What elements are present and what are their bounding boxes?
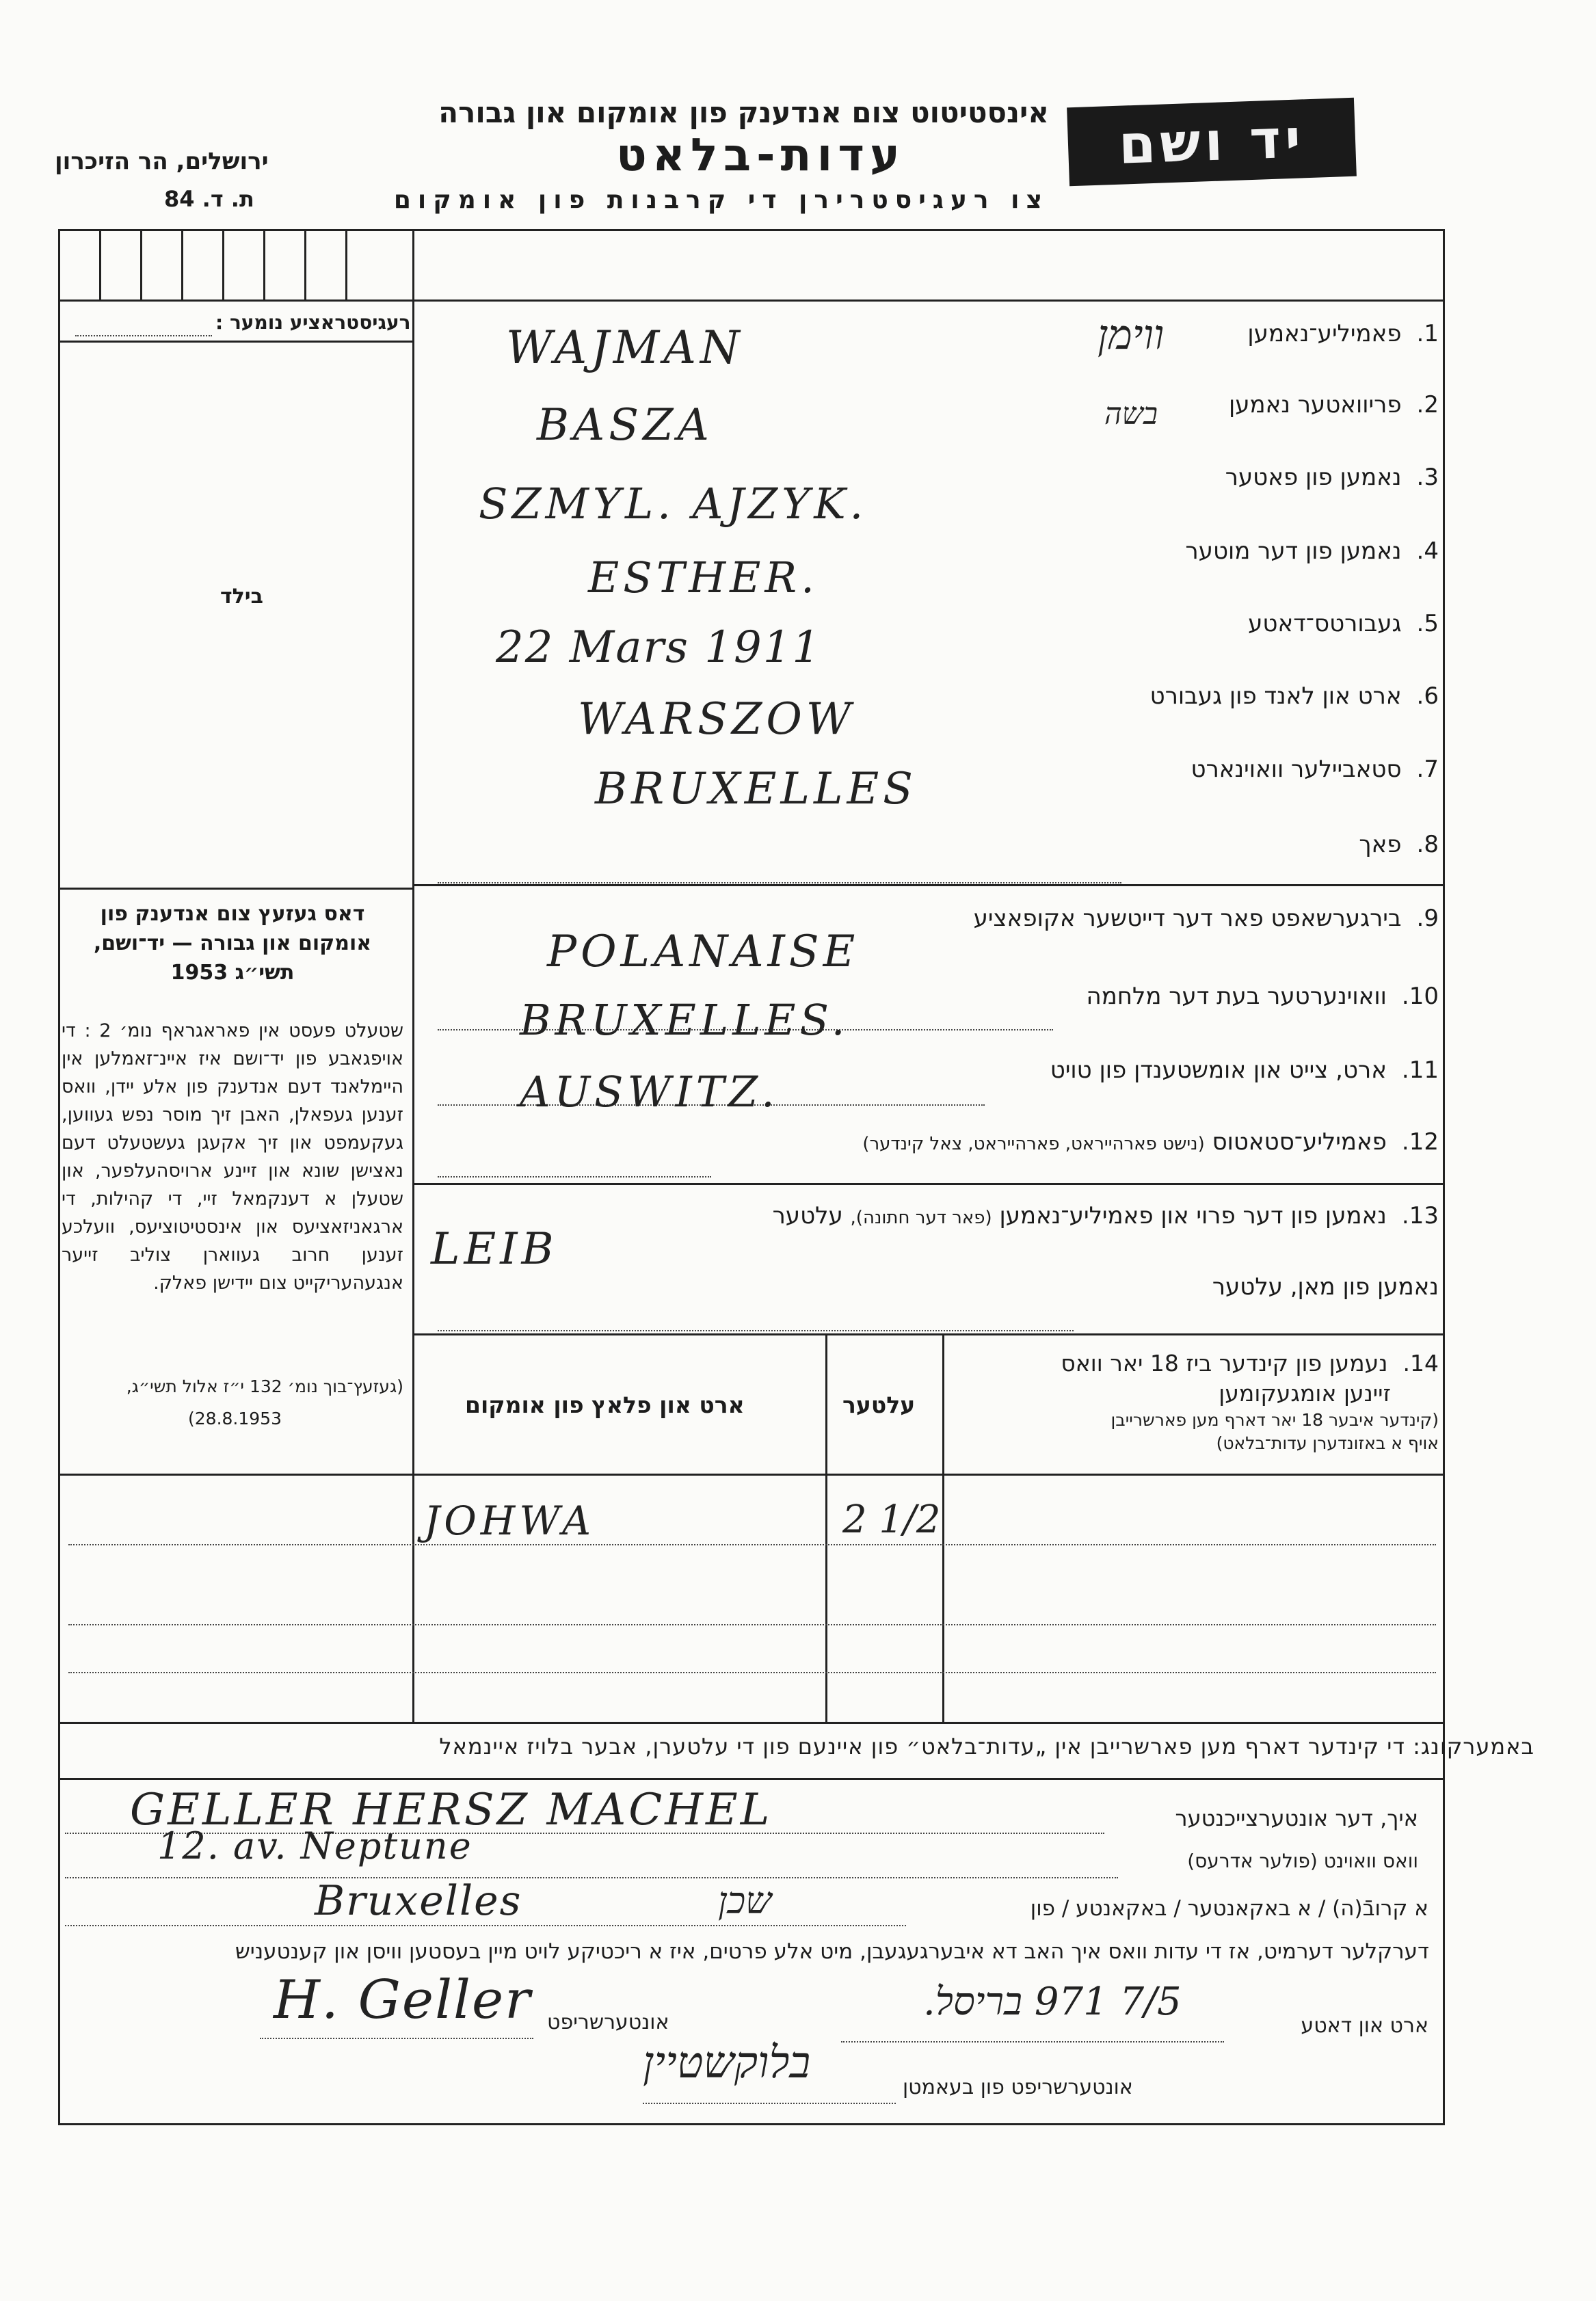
field-11-value[interactable]: AUSWITZ. bbox=[520, 1067, 779, 1117]
field-7-value[interactable]: BRUXELLES bbox=[595, 764, 917, 814]
children-note-line1: (קינדער איבער 18 יאר דארף מען פארשרייבן bbox=[1110, 1410, 1439, 1430]
field-label-text: פאמיליע־סטאטוס bbox=[1212, 1128, 1387, 1156]
field-9-label bbox=[974, 905, 1439, 932]
frame-left bbox=[58, 229, 60, 2123]
field-line bbox=[438, 1330, 1074, 1331]
address-line1[interactable]: 12. av. Neptune bbox=[157, 1824, 473, 1867]
field-label-text: פאמיליע־נאמען bbox=[1247, 320, 1402, 347]
field-2-value[interactable]: BASZA bbox=[537, 400, 713, 451]
law-date: (28.8.1953 bbox=[188, 1409, 282, 1428]
field-12-label bbox=[862, 1128, 1439, 1156]
child-1-age[interactable]: 2 1/2 bbox=[842, 1498, 941, 1542]
address-line2[interactable]: Bruxelles bbox=[315, 1877, 522, 1925]
yad-vashem-logo bbox=[1067, 98, 1357, 187]
field-7-label bbox=[1191, 756, 1439, 783]
place-date-value[interactable]: 7/5 971 בריסל. bbox=[923, 1980, 1182, 2024]
reg-box bbox=[140, 229, 142, 301]
field-10-label bbox=[1087, 983, 1439, 1010]
signature-label: אונטערשריפט bbox=[547, 2010, 669, 2034]
field-number: 5. bbox=[1416, 610, 1439, 637]
remark-text: באמערקונג: די קינדער דארף מען פארשרייבן אין „עדות־בלאט״ פון איינעם פון די עלטערן, אבער בלויז איינמאל bbox=[439, 1733, 1534, 1759]
place-date-label: ארט און דאטע bbox=[1301, 2014, 1428, 2038]
logo-text: יד ושם bbox=[1117, 107, 1306, 176]
children-col-age: עלטער bbox=[842, 1392, 916, 1418]
field-5-value[interactable]: 22 Mars 1911 bbox=[496, 622, 822, 673]
field-13-value[interactable]: LEIB bbox=[431, 1224, 558, 1275]
law-heading: דאס געזעץ צום אנדענק פון אומקום און גבורה — יד־ושם, תשי״ג 1953 bbox=[93, 902, 372, 985]
reg-box bbox=[263, 229, 265, 301]
reg-box bbox=[181, 229, 183, 301]
field-5-label bbox=[1248, 610, 1439, 637]
sidebar-divider bbox=[412, 229, 414, 1723]
reg-box bbox=[222, 229, 224, 301]
field-label-text: נאמען פון מאן, עלטער bbox=[1212, 1273, 1439, 1301]
field-8-label bbox=[1359, 831, 1439, 858]
field-9-value[interactable]: POLANAISE bbox=[547, 927, 860, 977]
registration-dots bbox=[75, 335, 212, 336]
field-number: 12. bbox=[1401, 1128, 1439, 1156]
field-number: 7. bbox=[1416, 756, 1439, 783]
field-number: 2. bbox=[1416, 391, 1439, 418]
registration-underline bbox=[58, 341, 414, 343]
header-po-box: ת. ד. 84 bbox=[164, 186, 254, 212]
children-label bbox=[960, 1348, 1439, 1455]
address-line bbox=[65, 1877, 1118, 1878]
photo-label: בילד bbox=[220, 585, 263, 609]
relation-line bbox=[65, 1925, 906, 1926]
place-date-line bbox=[841, 2041, 1224, 2043]
children-number: 14. bbox=[1402, 1350, 1439, 1376]
children-row-line bbox=[68, 1672, 1436, 1673]
children-col-place: ארט און פלאץ פון אומקום bbox=[465, 1392, 745, 1418]
relation-label: א קרובֿ(ה) / א באקאנטער / באקאנטע / פון bbox=[1030, 1896, 1428, 1921]
page-title: עדות-בלאט bbox=[616, 129, 905, 181]
field-13b-label bbox=[1212, 1273, 1439, 1301]
field-number: 6. bbox=[1416, 682, 1439, 710]
children-label-line2: זיינען אומגעקומען bbox=[1219, 1380, 1391, 1407]
child-1-place[interactable]: JOHWA bbox=[424, 1498, 595, 1544]
field-3-value[interactable]: SZMYL. AJZYK. bbox=[479, 479, 868, 529]
frame-top bbox=[58, 229, 1445, 231]
field-label-text: סטאביילער וואוינארט bbox=[1191, 756, 1402, 783]
field-note: (נישט פארהייראט, פארהייראט, צאל קינדער) bbox=[862, 1134, 1205, 1154]
signature[interactable]: H. Geller bbox=[274, 1969, 532, 2031]
row-separator bbox=[412, 884, 1444, 886]
field-6-label bbox=[1150, 682, 1439, 710]
signature-line bbox=[260, 2038, 533, 2039]
reg-box bbox=[99, 229, 101, 301]
field-13-label bbox=[773, 1202, 1439, 1229]
reg-box-bottom bbox=[58, 300, 414, 302]
header-location: ירושלים, הר הזיכרון bbox=[55, 148, 269, 175]
row-separator bbox=[412, 1183, 1444, 1185]
field-label-text: נאמען פון פאטער bbox=[1225, 464, 1402, 491]
field-2-value-hebrew[interactable]: בשה bbox=[1104, 397, 1158, 431]
reg-box bbox=[345, 229, 347, 301]
field-label-text: ארט און לאנד פון געבורט bbox=[1149, 682, 1402, 710]
children-col-age-right bbox=[942, 1333, 944, 1723]
children-table-bottom bbox=[58, 1722, 1445, 1724]
page-subtitle: צו רעגיסטרירן די קרבנות פון אומקום bbox=[393, 186, 1049, 214]
field-label-text: פריוואטער נאמען bbox=[1228, 391, 1402, 418]
field-4-label bbox=[1185, 537, 1439, 565]
field-number: 8. bbox=[1416, 831, 1439, 858]
field-number: 11. bbox=[1401, 1056, 1439, 1084]
children-note-line2: אויף א באזונדערן עדות־בלאט) bbox=[1216, 1433, 1439, 1453]
field-number: 1. bbox=[1416, 320, 1439, 347]
field-1-value[interactable]: WAJMAN bbox=[506, 321, 744, 374]
relation-value[interactable]: שכן bbox=[718, 1879, 772, 1922]
field-label-text: געבורטס־דאטע bbox=[1248, 610, 1402, 637]
signer-label: איך, דער אונטערצייכנטער bbox=[1175, 1805, 1418, 1831]
signer-value[interactable]: GELLER HERSZ MACHEL bbox=[130, 1785, 773, 1835]
row-separator bbox=[412, 1333, 1444, 1335]
field-11-label bbox=[1050, 1056, 1439, 1084]
reg-box bbox=[304, 229, 306, 301]
header-row-bottom bbox=[412, 300, 1444, 302]
field-2-label bbox=[1229, 391, 1439, 418]
children-col-age-left bbox=[825, 1333, 827, 1723]
official-signature[interactable]: בלוקשטיין bbox=[643, 2038, 811, 2088]
field-1-value-hebrew[interactable]: ווימן bbox=[1098, 311, 1165, 359]
field-3-label bbox=[1225, 464, 1439, 491]
field-number: 13. bbox=[1401, 1202, 1439, 1229]
field-label-text: פאך bbox=[1359, 831, 1402, 858]
field-number: 3. bbox=[1416, 464, 1439, 491]
law-text: שטעלט פעסט אין פאראגראף נומ׳ 2 : די אויפגאבע פון יד־ושם איז איינ־זאמלען אין היימלאנד דעם אנדענק פון אלע יידן, וואס זענען געפאלן, האבן זיך מוסר נפש געווען, געקעמפט און זיך אקעגן געשטעלט דעם נאצישן שונא און זיינע ארויסהעלפער, און שטעלן א דענקמאל זיי, די קהילות, די ארגאניזאציעס און אינסטיטוציעס, וועלכע זענען חרוב געווארן צוליב זייער אנגעהעריקייט צום יידישן פאלק. bbox=[62, 1020, 403, 1294]
field-line bbox=[438, 1176, 711, 1178]
field-label-text: נאמען פון דער פרוי און פאמיליע־נאמען bbox=[999, 1202, 1387, 1229]
frame-bottom bbox=[58, 2123, 1445, 2125]
field-label-text: ארט, צייט און אומשטענדן פון טויט bbox=[1050, 1056, 1387, 1084]
field-number: 9. bbox=[1416, 905, 1439, 932]
field-number: 4. bbox=[1416, 537, 1439, 565]
official-signature-label: אונטערשריפט פון בעאמטן bbox=[903, 2075, 1133, 2099]
remark-bottom bbox=[58, 1778, 1445, 1780]
children-row-line bbox=[68, 1544, 1436, 1545]
field-10-value[interactable]: BRUXELLES. bbox=[520, 995, 849, 1045]
field-6-value[interactable]: WARSZOW bbox=[578, 694, 855, 745]
field-4-value[interactable]: ESTHER. bbox=[588, 553, 819, 602]
official-signature-line bbox=[643, 2103, 896, 2104]
registration-label: רעגיסטראציע נומער : bbox=[215, 311, 411, 334]
children-label-line1: נעמען פון קינדער ביז 18 יאר וואס bbox=[1061, 1350, 1388, 1376]
field-line bbox=[438, 882, 1121, 883]
address-label: וואס וואוינט (פולער אדרעס) bbox=[1187, 1850, 1418, 1872]
institute-name: אינסטיטוט צום אנדענק פון אומקום און גבורה bbox=[438, 96, 1049, 129]
field-label-text: נאמען פון דער מוטער bbox=[1185, 537, 1402, 565]
field-number: 10. bbox=[1401, 983, 1439, 1010]
frame-right bbox=[1443, 229, 1445, 2123]
field-note: (פאר דער חתונה), bbox=[850, 1208, 992, 1228]
law-reference: (געזעץ־בוך נומ׳ 132 י״ז אלול תשי״ג, bbox=[126, 1376, 403, 1396]
children-header-bottom bbox=[58, 1474, 1445, 1476]
field-label-text: עלטער bbox=[772, 1202, 843, 1229]
photo-box-bottom bbox=[58, 888, 414, 890]
field-label-text: וואוינערטער בעת דער מלחמה bbox=[1086, 983, 1387, 1010]
field-1-label bbox=[1247, 320, 1439, 347]
field-label-text: בירגערשאפט פאר דער דייטשער אקופאציע bbox=[973, 905, 1402, 932]
declaration-text: דערקלער דערמיט, אז די עדות וואס איך האב דא איבערגעגעבן, מיט אלע פרטים, איז א ריכטיקע לויט מיין בעסטען וויסן און קענטעניש bbox=[235, 1939, 1429, 1964]
children-row-line bbox=[68, 1624, 1436, 1625]
